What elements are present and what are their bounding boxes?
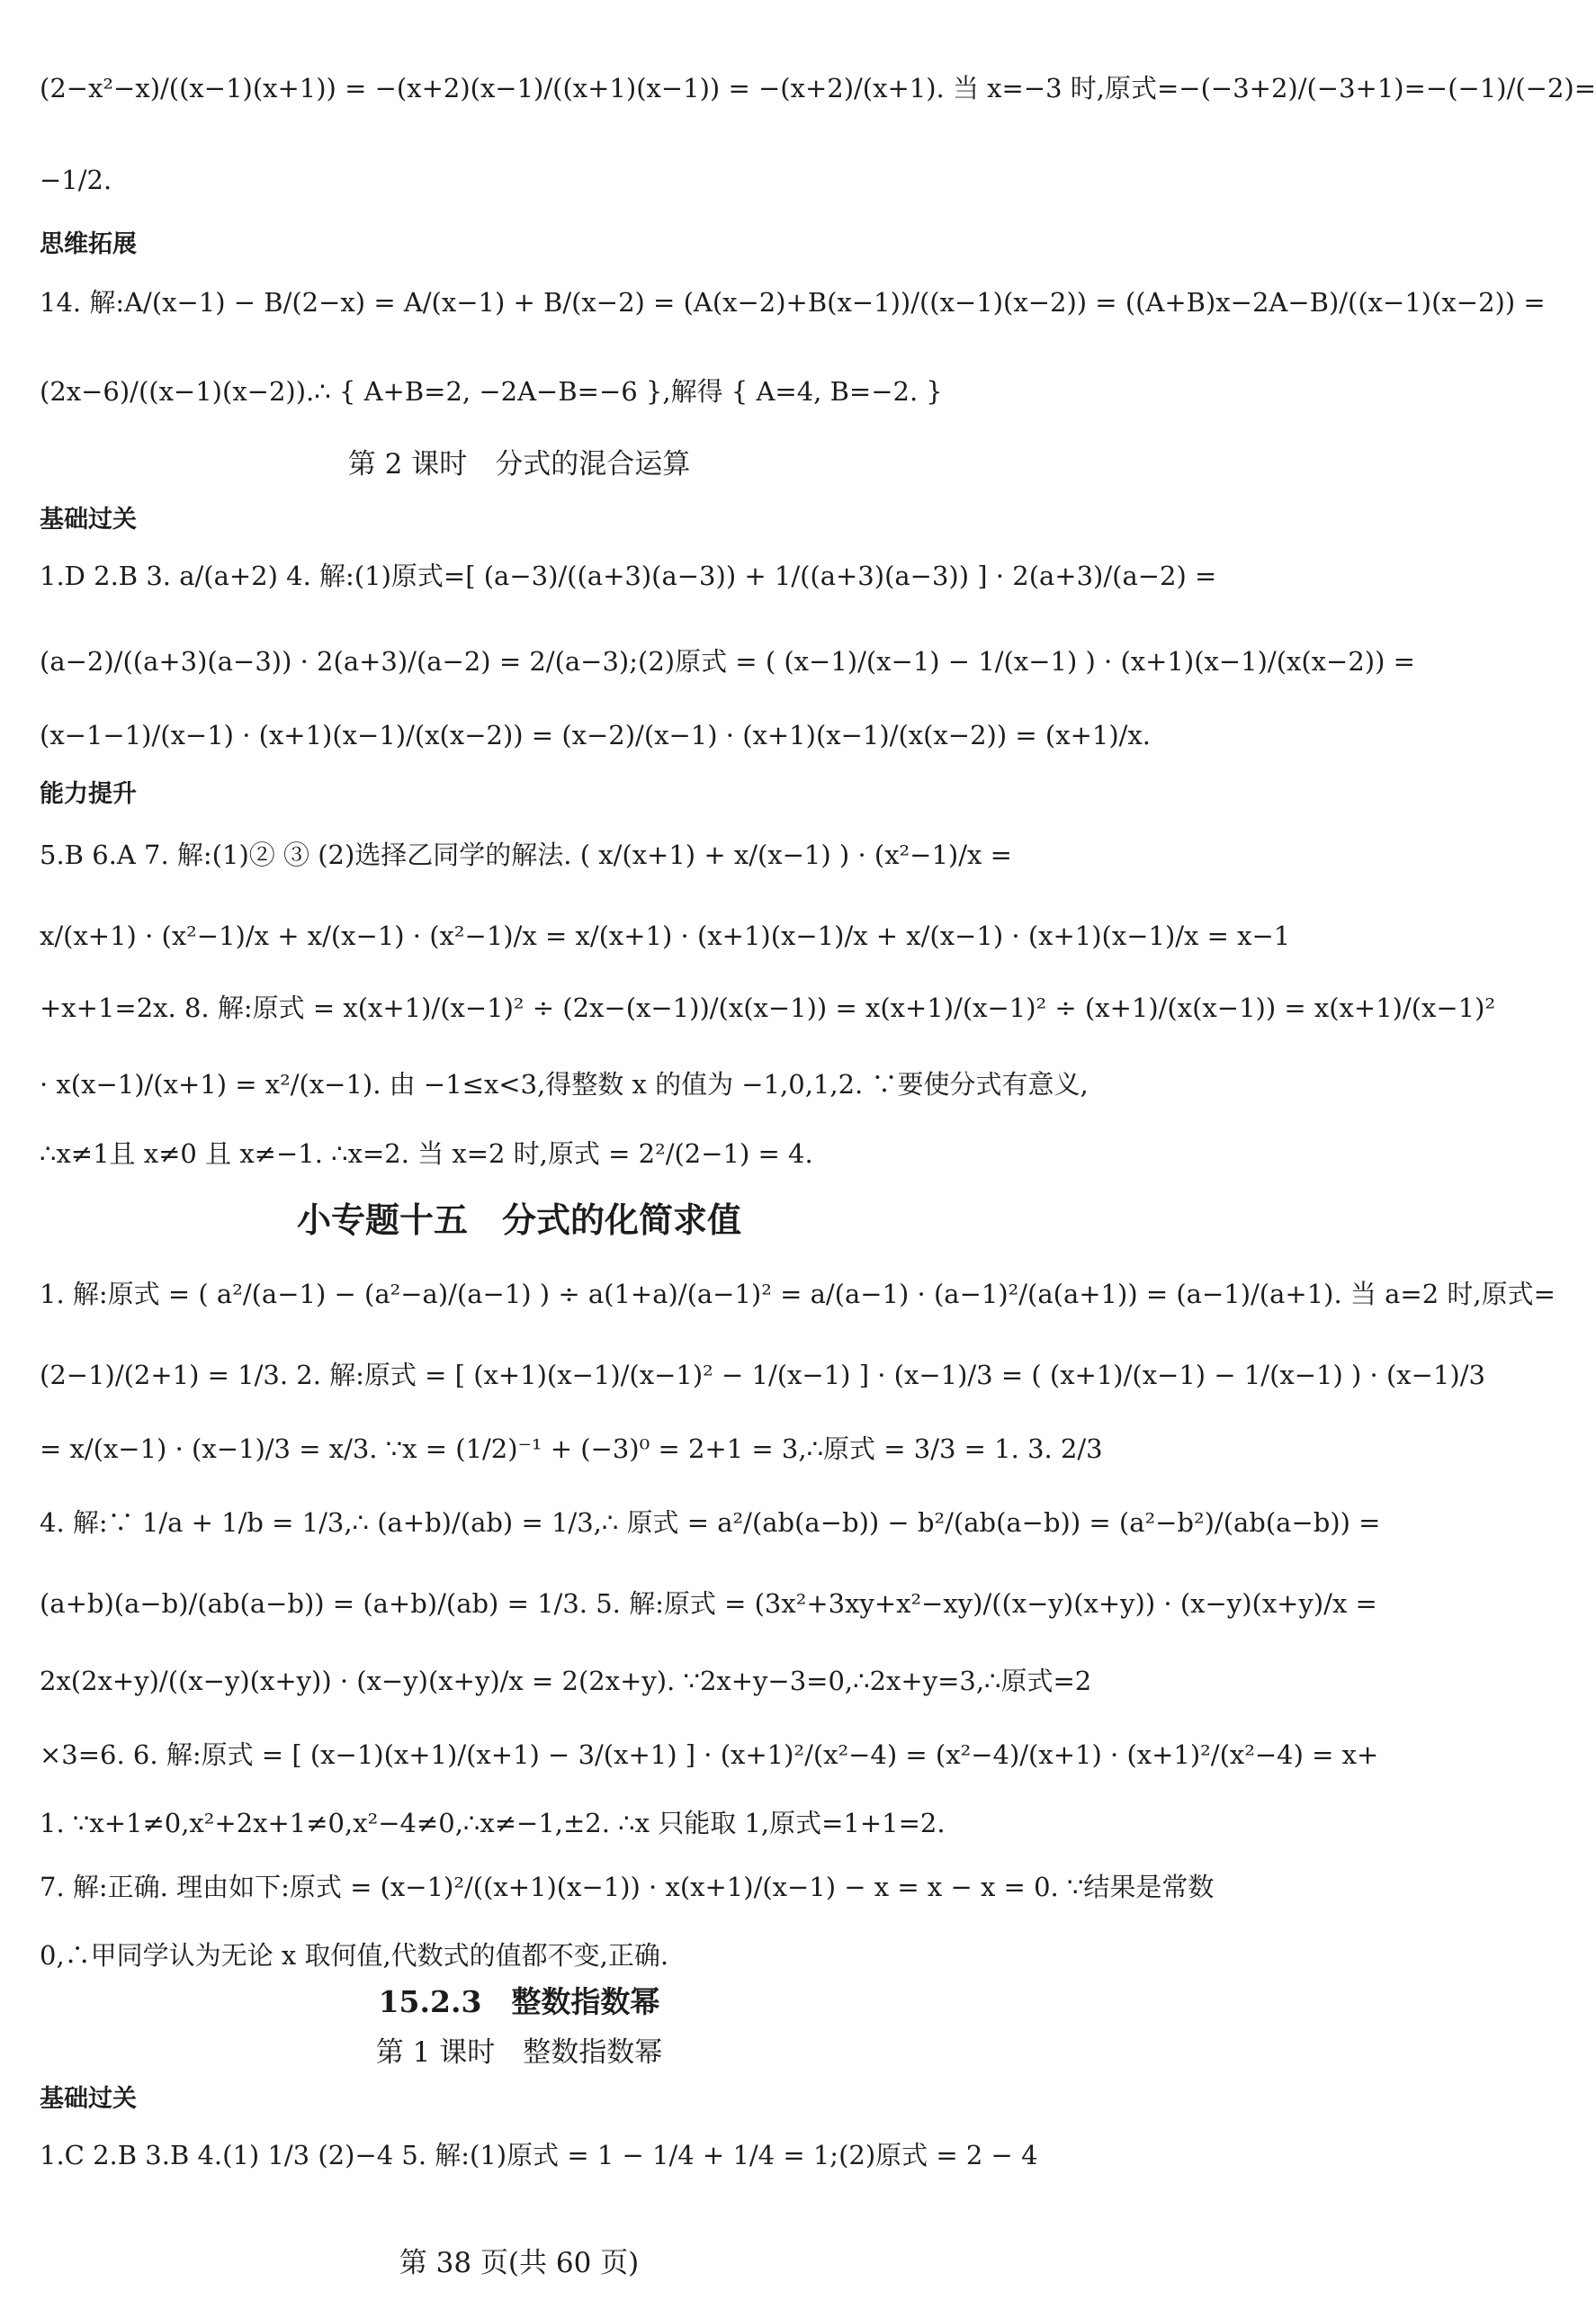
text-line: (2x−6)/((x−1)(x−2)).∴ { A+B=2, −2A−B=−6 },解得 { A=4, B=−2. } [40,376,943,407]
text-line: −1/2. [40,165,112,195]
text-line: 1. 解:原式 = ( a²/(a−1) − (a²−a)/(a−1) ) ÷ a(1+a)/(a−1)² = a/(a−1) · (a−1)²/(a(a+1)) = (a−1)/(a+1). 当 a=2 时,原式= [40,1279,1556,1309]
text-line: 4. 解:∵ 1/a + 1/b = 1/3,∴ (a+b)/(ab) = 1/3,∴ 原式 = a²/(ab(a−b)) − b²/(ab(a−b)) = (a²−b²)/(ab(a−b)) = [40,1507,1381,1538]
text-line: 14. 解:A/(x−1) − B/(2−x) = A/(x−1) + B/(x−2) = (A(x−2)+B(x−1))/((x−1)(x−2)) = ((A+B)x−2A−B)/((x−1)(x−2)) = [40,287,1546,318]
topic-title: 小专题十五 分式的化简求值 [296,1199,741,1240]
text-line: +x+1=2x. 8. 解:原式 = x(x+1)/(x−1)² ÷ (2x−(x−1))/(x(x−1)) = x(x+1)/(x−1)² ÷ (x+1)/(x(x−1)) = x(x+1)/(x−1)² [40,993,1496,1023]
text-line: (x−1−1)/(x−1) · (x+1)(x−1)/(x(x−2)) = (x−2)/(x−1) · (x+1)(x−1)/(x(x−2)) = (x+1)/x. [40,720,1151,750]
text-line: ∴x≠1且 x≠0 且 x≠−1. ∴x=2. 当 x=2 时,原式 = 2²/(2−1) = 4. [40,1138,813,1169]
text-line: (2−x²−x)/((x−1)(x+1)) = −(x+2)(x−1)/((x+1)(x−1)) = −(x+2)/(x+1). 当 x=−3 时,原式=−(−3+2)/(−3+1)=−(−1)/(−2)= [40,73,1596,103]
text-line: ×3=6. 6. 解:原式 = [ (x−1)(x+1)/(x+1) − 3/(x+1) ] · (x+1)²/(x²−4) = (x²−4)/(x+1) · (x+1)²/(x²−4) = x+ [40,1739,1379,1770]
text-line: 2x(2x+y)/((x−y)(x+y)) · (x−y)(x+y)/x = 2(2x+y). ∵2x+y−3=0,∴2x+y=3,∴原式=2 [40,1666,1092,1696]
text-line: (2−1)/(2+1) = 1/3. 2. 解:原式 = [ (x+1)(x−1)/(x−1)² − 1/(x−1) ] · (x−1)/3 = ( (x+1)/(x−1) − 1/(x−1) ) · (x−1)/3 [40,1360,1485,1390]
text-line: = x/(x−1) · (x−1)/3 = x/3. ∵x = (1/2)⁻¹ + (−3)⁰ = 2+1 = 3,∴原式 = 3/3 = 1. 3. 2/3 [40,1433,1103,1464]
text-line: (a+b)(a−b)/(ab(a−b)) = (a+b)/(ab) = 1/3. 5. 解:原式 = (3x²+3xy+x²−xy)/((x−y)(x+y)) · (x−y)(x+y)/x = [40,1588,1377,1619]
section-heading-basic: 基础过关 [40,506,137,534]
text-line: (a−2)/((a+3)(a−3)) · 2(a+3)/(a−2) = 2/(a−3);(2)原式 = ( (x−1)/(x−1) − 1/(x−1) ) · (x+1)(x−1)/(x(x−2)) = [40,646,1415,677]
section-heading-ability: 能力提升 [40,780,137,808]
text-line: 1. ∵x+1≠0,x²+2x+1≠0,x²−4≠0,∴x≠−1,±2. ∴x 只能取 1,原式=1+1=2. [40,1808,946,1838]
text-line: · x(x−1)/(x+1) = x²/(x−1). 由 −1≤x<3,得整数 x 的值为 −1,0,1,2. ∵要使分式有意义, [40,1069,1089,1100]
section-heading-basic: 基础过关 [40,2085,137,2113]
text-line: x/(x+1) · (x²−1)/x + x/(x−1) · (x²−1)/x = x/(x+1) · (x+1)(x−1)/x + x/(x−1) · (x+1)(x−1)/x = x−1 [40,921,1291,951]
text-line: 1.C 2.B 3.B 4.(1) 1/3 (2)−4 5. 解:(1)原式 = 1 − 1/4 + 1/4 = 1;(2)原式 = 2 − 4 [40,2140,1038,2170]
section-heading-thinking: 思维拓展 [40,230,137,258]
text-line: 7. 解:正确. 理由如下:原式 = (x−1)²/((x+1)(x−1)) · x(x+1)/(x−1) − x = x − x = 0. ∵结果是常数 [40,1872,1215,1902]
lesson-title: 第 2 课时 分式的混合运算 [347,448,691,481]
text-line: 1.D 2.B 3. a/(a+2) 4. 解:(1)原式=[ (a−3)/((a+3)(a−3)) + 1/((a+3)(a−3)) ] · 2(a+3)/(a−2) = [40,561,1217,591]
text-line: 5.B 6.A 7. 解:(1)② ③ (2)选择乙同学的解法. ( x/(x+1) + x/(x−1) ) · (x²−1)/x = [40,840,1012,870]
lesson-title: 第 1 课时 整数指数幂 [375,2036,663,2069]
page-footer: 第 38 页(共 60 页) [399,2247,640,2279]
text-line: 0,∴甲同学认为无论 x 取何值,代数式的值都不变,正确. [40,1940,669,1971]
section-title: 15.2.3 整数指数幂 [378,1984,660,2019]
